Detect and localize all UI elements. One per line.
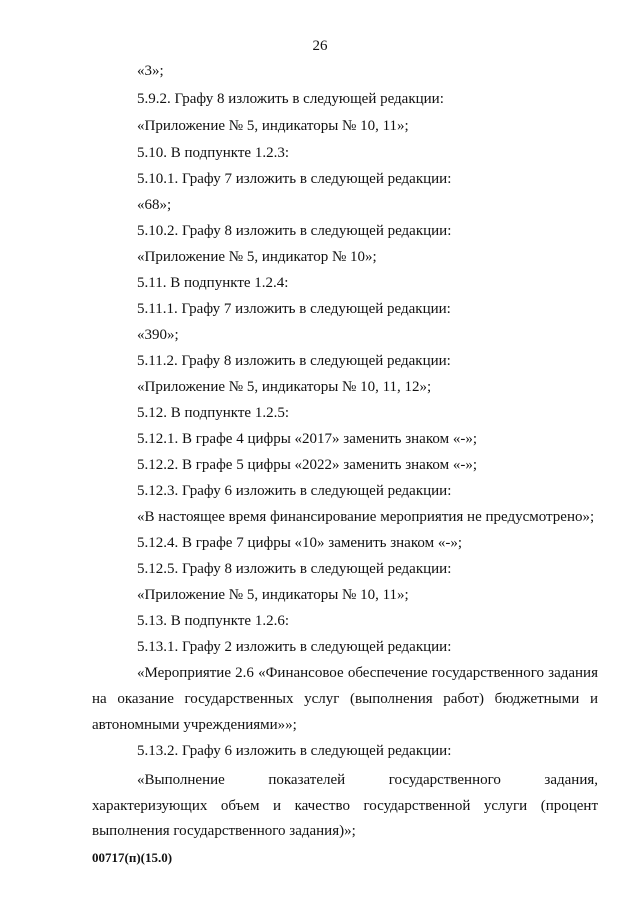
text-line: 5.12.2. В графе 5 цифры «2022» заменить знаком «-»; bbox=[137, 457, 477, 473]
paragraph-line: на оказание государственных услуг (выполнения работ) бюджетными и bbox=[92, 691, 598, 707]
paragraph-line: «Мероприятие 2.6 «Финансовое обеспечение государственного задания bbox=[137, 665, 598, 681]
text-line: 5.10. В подпункте 1.2.3: bbox=[137, 145, 290, 161]
text-line: 5.12.1. В графе 4 цифры «2017» заменить знаком «-»; bbox=[137, 431, 477, 447]
document-code: 00717(п)(15.0) bbox=[92, 850, 173, 865]
text-line: «Приложение № 5, индикаторы № 10, 11»; bbox=[137, 118, 409, 134]
paragraph-line: выполнения государственного задания)»; bbox=[92, 823, 356, 839]
text-line: «Приложение № 5, индикаторы № 10, 11, 12»; bbox=[137, 379, 432, 395]
paragraph-line: «Выполнение показателей государственного задания, bbox=[137, 772, 598, 788]
text-line: «3»; bbox=[137, 63, 164, 79]
paragraph-line: автономными учреждениями»»; bbox=[92, 717, 297, 733]
text-line: 5.10.1. Графу 7 изложить в следующей редакции: bbox=[137, 171, 452, 187]
text-line: 5.9.2. Графу 8 изложить в следующей редакции: bbox=[137, 91, 444, 107]
text-line: 5.12.3. Графу 6 изложить в следующей редакции: bbox=[137, 483, 452, 499]
text-line: 5.11.1. Графу 7 изложить в следующей редакции: bbox=[137, 301, 451, 317]
paragraph-line: характеризующих объем и качество государственной услуги (процент bbox=[92, 798, 598, 814]
page-number: 26 bbox=[312, 38, 328, 54]
text-line: 5.12. В подпункте 1.2.5: bbox=[137, 405, 290, 421]
text-line: 5.12.5. Графу 8 изложить в следующей редакции: bbox=[137, 561, 452, 577]
text-line: «390»; bbox=[137, 327, 179, 343]
text-line: 5.13.1. Графу 2 изложить в следующей редакции: bbox=[137, 639, 452, 655]
text-line: «Приложение № 5, индикаторы № 10, 11»; bbox=[137, 587, 409, 603]
text-line: «Приложение № 5, индикатор № 10»; bbox=[137, 249, 377, 265]
text-line: 5.12.4. В графе 7 цифры «10» заменить знаком «-»; bbox=[137, 535, 462, 551]
text-line: 5.11.2. Графу 8 изложить в следующей редакции: bbox=[137, 353, 451, 369]
text-line: 5.13.2. Графу 6 изложить в следующей редакции: bbox=[137, 743, 452, 759]
text-line: 5.13. В подпункте 1.2.6: bbox=[137, 613, 290, 629]
text-line: 5.10.2. Графу 8 изложить в следующей редакции: bbox=[137, 223, 452, 239]
text-line: «68»; bbox=[137, 197, 172, 213]
text-line: «В настоящее время финансирование мероприятия не предусмотрено»; bbox=[137, 509, 595, 525]
text-line: 5.11. В подпункте 1.2.4: bbox=[137, 275, 289, 291]
